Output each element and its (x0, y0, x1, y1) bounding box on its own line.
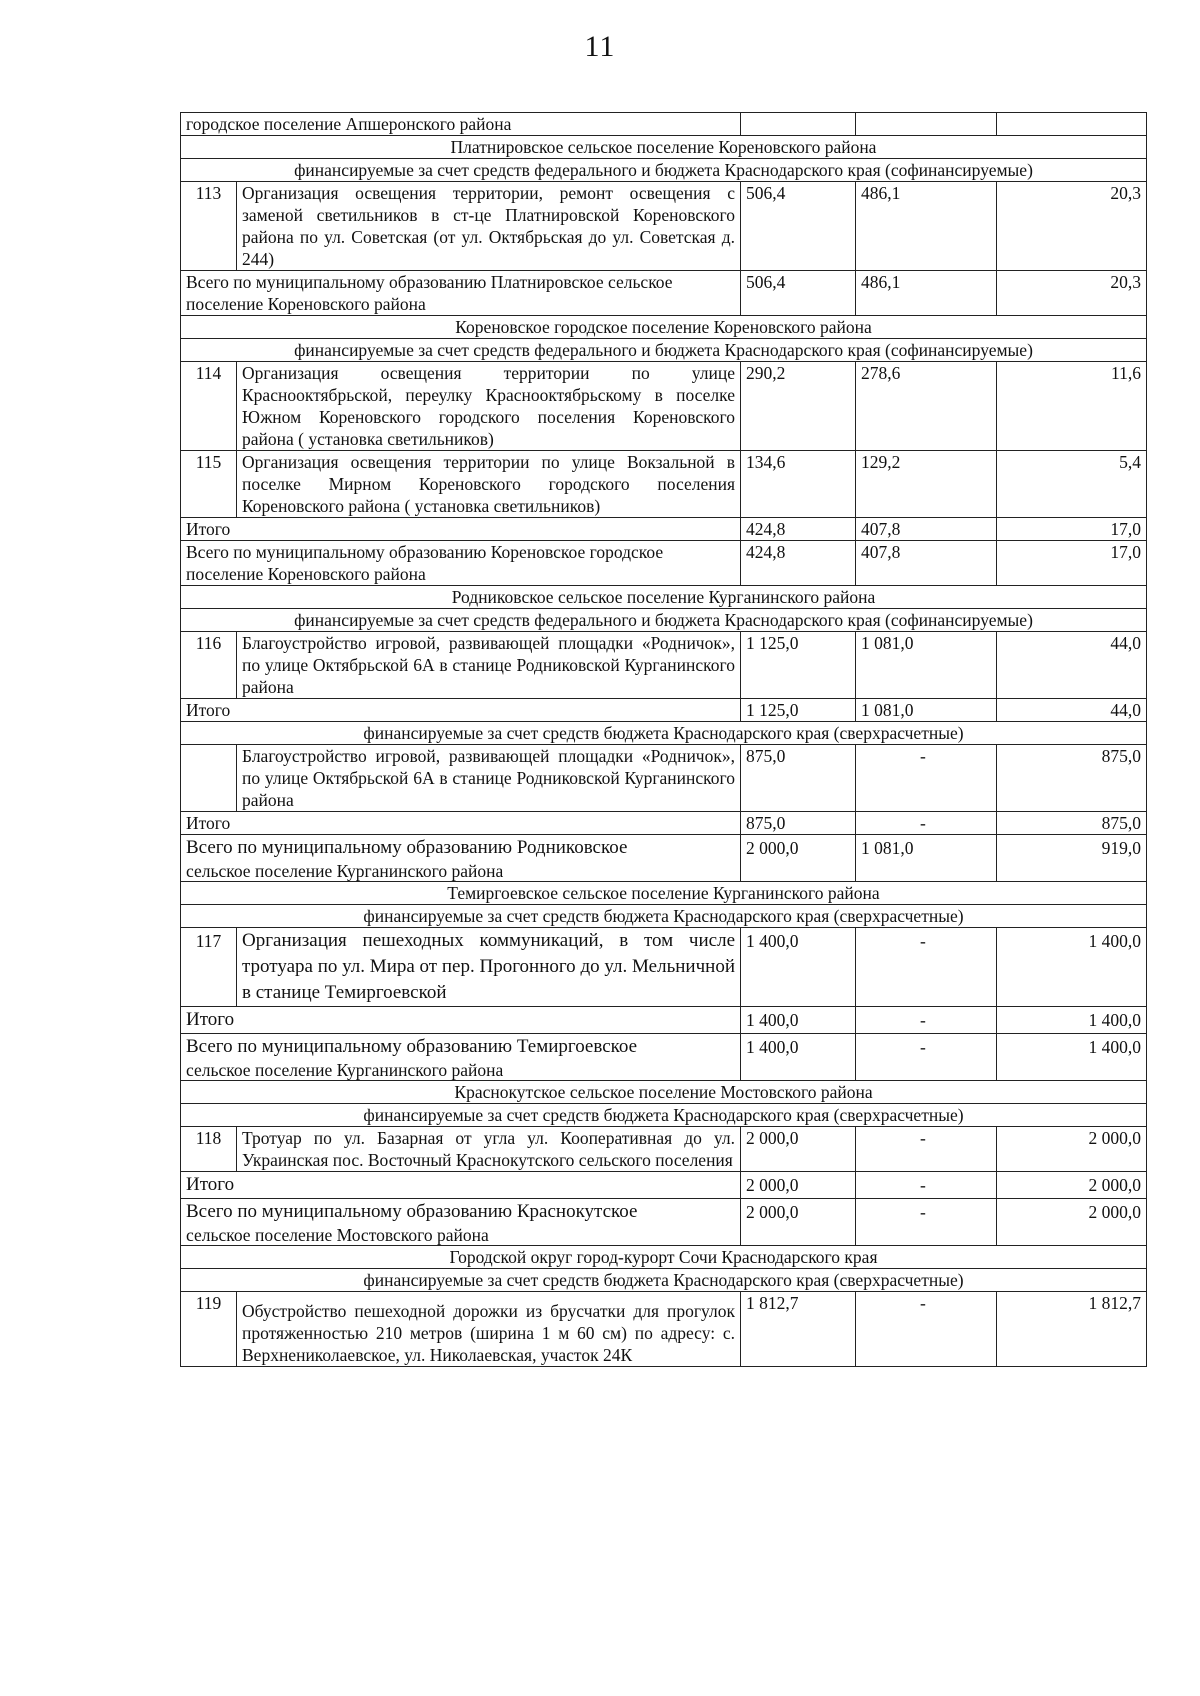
item-number: 115 (181, 451, 237, 518)
total-row (181, 271, 1147, 316)
subtotal-row (181, 699, 1147, 722)
value-federal: 278,6 (856, 362, 997, 451)
value-total: 875,0 (741, 812, 856, 835)
row-label: Итого (181, 518, 741, 541)
value-federal: 407,8 (856, 541, 997, 586)
row-label: Итого (181, 812, 741, 835)
value-regional: 5,4 (997, 451, 1147, 518)
table-row (181, 928, 1147, 1007)
total-row (181, 1199, 1147, 1246)
row-label (181, 1034, 741, 1081)
value-federal: - (856, 1199, 997, 1246)
section-header: Городской округ город-курорт Сочи Краснодарского края (181, 1246, 1147, 1269)
row-label (181, 1199, 741, 1246)
row-label-line1: Всего по муниципальному образованию Краснокутское (186, 1201, 638, 1222)
item-number: 114 (181, 362, 237, 451)
value-regional: 44,0 (997, 632, 1147, 699)
value-regional: 1 400,0 (997, 1034, 1147, 1081)
value-federal (856, 113, 997, 136)
section-header: Темиргоевское сельское поселение Курганинского района (181, 882, 1147, 905)
funding-header: финансируемые за счет средств бюджета Краснодарского края (сверхрасчетные) (181, 1269, 1147, 1292)
section-header-row (181, 882, 1147, 905)
table-row (181, 362, 1147, 451)
item-number: 116 (181, 632, 237, 699)
item-name: Организация освещения территории по улице Краснооктябрьской, переулку Краснооктябрьскому в поселке Южном Кореновского городского поселения Кореновского района ( установка светильников) (237, 362, 741, 451)
item-name: Организация освещения территории, ремонт освещения с заменой светильников в ст-це Платнировской Кореновского района по ул. Советская (от ул. Октябрьская до ул. Советская д. 244) (237, 182, 741, 271)
value-total: 2 000,0 (741, 1199, 856, 1246)
value-regional: 20,3 (997, 271, 1147, 316)
value-regional: 44,0 (997, 699, 1147, 722)
value-total: 875,0 (741, 745, 856, 812)
value-regional: 2 000,0 (997, 1199, 1147, 1246)
value-regional: 919,0 (997, 835, 1147, 882)
item-name: Благоустройство игровой, развивающей площадки «Родничок», по улице Октябрьской 6А в станице Родниковской Курганинского района (237, 632, 741, 699)
value-total: 1 400,0 (741, 928, 856, 1007)
row-label-line1: Всего по муниципальному образованию Родниковское (186, 837, 628, 858)
row-label: Итого (181, 699, 741, 722)
item-name: Организация пешеходных коммуникаций, в том числе тротуара по ул. Мира от пер. Прогонного до ул. Мельничной в станице Темиргоевской (237, 928, 741, 1007)
value-regional: 1 812,7 (997, 1292, 1147, 1367)
item-number: 118 (181, 1127, 237, 1172)
table-row (181, 632, 1147, 699)
subtotal-row (181, 812, 1147, 835)
table-row (181, 113, 1147, 136)
value-regional: 1 400,0 (997, 928, 1147, 1007)
row-label: Всего по муниципальному образованию Платнировское сельское поселение Кореновского района (181, 271, 741, 316)
value-total: 424,8 (741, 541, 856, 586)
row-label-line2: сельское поселение Курганинского района (186, 1060, 504, 1080)
value-regional: 2 000,0 (997, 1172, 1147, 1199)
item-number: 113 (181, 182, 237, 271)
section-header-row (181, 1081, 1147, 1104)
value-regional: 2 000,0 (997, 1127, 1147, 1172)
row-label: Итого (181, 1007, 741, 1034)
section-header: Родниковское сельское поселение Курганинского района (181, 586, 1147, 609)
table-row (181, 1292, 1147, 1367)
value-federal: - (856, 1034, 997, 1081)
item-number (181, 745, 237, 812)
value-federal: 486,1 (856, 182, 997, 271)
item-name: Тротуар по ул. Базарная от угла ул. Кооперативная до ул. Украинская пос. Восточный Краснокутского сельского поселения (237, 1127, 741, 1172)
value-regional: 17,0 (997, 518, 1147, 541)
funding-header: финансируемые за счет средств бюджета Краснодарского края (сверхрасчетные) (181, 1104, 1147, 1127)
subtotal-row (181, 1007, 1147, 1034)
value-federal: - (856, 745, 997, 812)
funding-header-row (181, 905, 1147, 928)
row-label: городское поселение Апшеронского района (181, 113, 741, 136)
row-label-line2: сельское поселение Курганинского района (186, 861, 504, 881)
value-federal: - (856, 1007, 997, 1034)
section-header: Кореновское городское поселение Кореновского района (181, 316, 1147, 339)
value-federal: 407,8 (856, 518, 997, 541)
value-total: 424,8 (741, 518, 856, 541)
funding-header-row (181, 1104, 1147, 1127)
value-federal: - (856, 1127, 997, 1172)
item-number: 119 (181, 1292, 237, 1367)
value-regional: 875,0 (997, 812, 1147, 835)
value-federal: - (856, 812, 997, 835)
subtotal-row (181, 1172, 1147, 1199)
item-name: Обустройство пешеходной дорожки из брусчатки для прогулок протяженностью 210 метров (ширина 1 м 60 см) по адресу: с. Верхнениколаевское, ул. Николаевская, участок 24К (237, 1292, 741, 1367)
table-row (181, 745, 1147, 812)
total-row (181, 1034, 1147, 1081)
value-total: 506,4 (741, 182, 856, 271)
value-regional: 20,3 (997, 182, 1147, 271)
row-label-line1: Всего по муниципальному образованию Темиргоевское (186, 1036, 638, 1057)
funding-header-row (181, 339, 1147, 362)
value-total: 290,2 (741, 362, 856, 451)
value-federal: - (856, 1292, 997, 1367)
total-row (181, 541, 1147, 586)
value-total: 2 000,0 (741, 1172, 856, 1199)
funding-header: финансируемые за счет средств бюджета Краснодарского края (сверхрасчетные) (181, 722, 1147, 745)
funding-header: финансируемые за счет средств федерального и бюджета Краснодарского края (софинансируемые) (181, 159, 1147, 182)
value-total: 134,6 (741, 451, 856, 518)
value-federal: 1 081,0 (856, 835, 997, 882)
row-label: Всего по муниципальному образованию Кореновское городское поселение Кореновского района (181, 541, 741, 586)
page-number: 11 (584, 30, 616, 63)
section-header: Краснокутское сельское поселение Мостовского района (181, 1081, 1147, 1104)
value-regional: 1 400,0 (997, 1007, 1147, 1034)
item-name: Организация освещения территории по улице Вокзальной в поселке Мирном Кореновского городского поселения Кореновского района ( установка светильников) (237, 451, 741, 518)
value-total: 1 812,7 (741, 1292, 856, 1367)
value-regional: 875,0 (997, 745, 1147, 812)
section-header-row (181, 136, 1147, 159)
value-federal: 1 081,0 (856, 632, 997, 699)
funding-header: финансируемые за счет средств федерального и бюджета Краснодарского края (софинансируемые) (181, 339, 1147, 362)
table-row (181, 1127, 1147, 1172)
value-total: 1 125,0 (741, 699, 856, 722)
item-number: 117 (181, 928, 237, 1007)
value-total (741, 113, 856, 136)
value-federal: 486,1 (856, 271, 997, 316)
table-row (181, 182, 1147, 271)
table-row (181, 451, 1147, 518)
row-label: Итого (181, 1172, 741, 1199)
value-total: 2 000,0 (741, 835, 856, 882)
funding-header-row (181, 159, 1147, 182)
value-regional: 17,0 (997, 541, 1147, 586)
value-regional (997, 113, 1147, 136)
subtotal-row (181, 518, 1147, 541)
value-federal: - (856, 928, 997, 1007)
item-name: Благоустройство игровой, развивающей площадки «Родничок», по улице Октябрьской 6А в станице Родниковской Курганинского района (237, 745, 741, 812)
value-regional: 11,6 (997, 362, 1147, 451)
funding-header: финансируемые за счет средств федерального и бюджета Краснодарского края (софинансируемые) (181, 609, 1147, 632)
value-total: 1 400,0 (741, 1034, 856, 1081)
funding-header-row (181, 609, 1147, 632)
value-total: 2 000,0 (741, 1127, 856, 1172)
section-header-row (181, 316, 1147, 339)
section-header: Платнировское сельское поселение Кореновского района (181, 136, 1147, 159)
row-label (181, 835, 741, 882)
value-total: 506,4 (741, 271, 856, 316)
total-row (181, 835, 1147, 882)
funding-header-row (181, 722, 1147, 745)
section-header-row (181, 1246, 1147, 1269)
value-federal: 129,2 (856, 451, 997, 518)
funding-header-row (181, 1269, 1147, 1292)
value-total: 1 400,0 (741, 1007, 856, 1034)
funding-header: финансируемые за счет средств бюджета Краснодарского края (сверхрасчетные) (181, 905, 1147, 928)
budget-table (180, 112, 1147, 1367)
value-total: 1 125,0 (741, 632, 856, 699)
value-federal: - (856, 1172, 997, 1199)
section-header-row (181, 586, 1147, 609)
value-federal: 1 081,0 (856, 699, 997, 722)
row-label-line2: сельское поселение Мостовского района (186, 1225, 489, 1245)
